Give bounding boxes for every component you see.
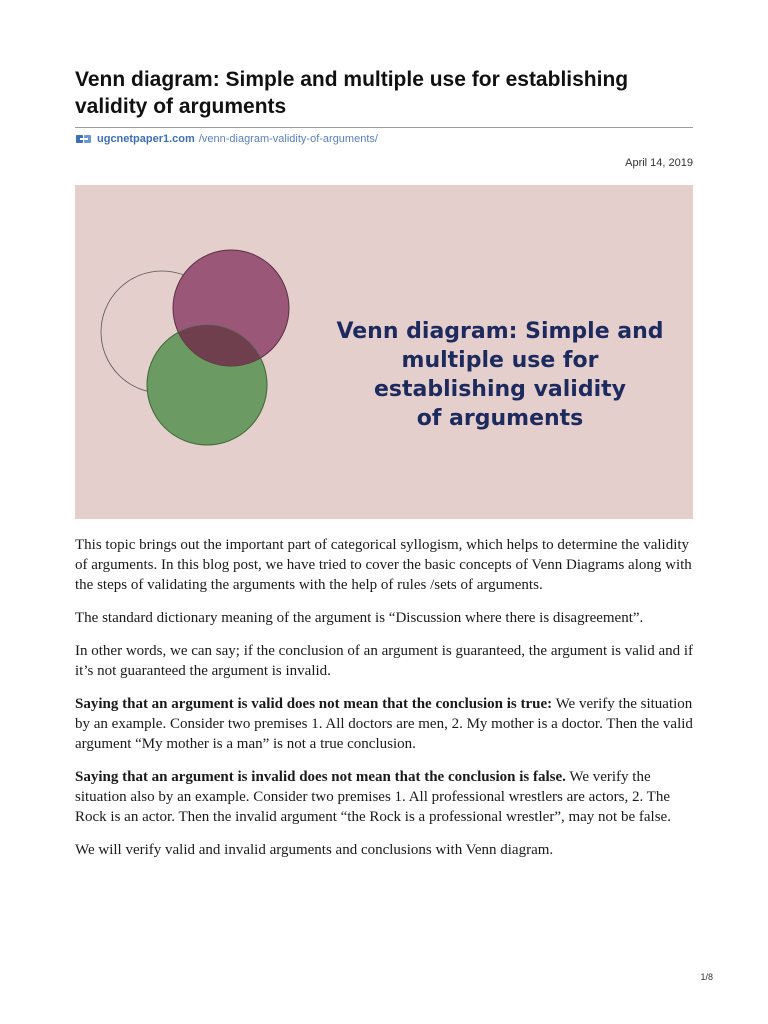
page-number: 1/8 [700, 972, 713, 982]
paragraph-bold-lead: Saying that an argument is invalid does not mean that the conclusion is false. [75, 769, 566, 785]
hero-caption-line: of arguments [416, 406, 584, 431]
paragraph: In other words, we can say; if the conclusion of an argument is guaranteed, the argument is valid and if it’s not guaranteed the argument is invalid. [75, 643, 694, 679]
paragraph [75, 694, 700, 754]
link-icon [75, 133, 93, 145]
source-domain[interactable]: ugcnetpaper1.com [97, 133, 195, 145]
paragraph-bold-lead: Saying that an argument is valid does not mean that the conclusion is true: [75, 696, 553, 712]
paragraph [75, 767, 700, 827]
publish-date: April 14, 2019 [625, 157, 693, 169]
paragraph-text: We verify the situation also by an example. Consider two premises 1. All professional wrestlers are actors, 2. The Rock is an actor. Then the invalid argument “the Rock is a professional wrestler”, may not be false. [75, 769, 671, 825]
hero-image [75, 185, 693, 519]
paragraph: We will verify valid and invalid arguments and conclusions with Venn diagram. [75, 842, 554, 858]
hero-caption [315, 317, 685, 433]
paragraph-text: We verify the situation by an example. Consider two premises 1. All doctors are men, 2. My mother is a doctor. Then the valid argument “My mother is a man” is not a true conclusion. [75, 696, 693, 752]
paragraph: This topic brings out the important part of categorical syllogism, which helps to determine the validity of arguments. In this blog post, we have tried to cover the basic concepts of Venn Diagrams along with the steps of validating the arguments with the help of rules /sets of arguments. [75, 537, 692, 593]
hero-caption-line: multiple use for [401, 348, 599, 373]
paragraph: The standard dictionary meaning of the argument is “Discussion where there is disagreement”. [75, 610, 644, 626]
title-divider [75, 127, 693, 128]
article-body [75, 535, 700, 873]
hero-caption-line: Venn diagram: Simple and [336, 319, 664, 344]
hero-caption-line: establishing validity [374, 377, 626, 402]
article-title: Venn diagram: Simple and multiple use for establishing validity of arguments [75, 68, 629, 118]
source-path[interactable]: /venn-diagram-validity-of-arguments/ [198, 133, 378, 145]
source-link[interactable] [75, 133, 378, 145]
